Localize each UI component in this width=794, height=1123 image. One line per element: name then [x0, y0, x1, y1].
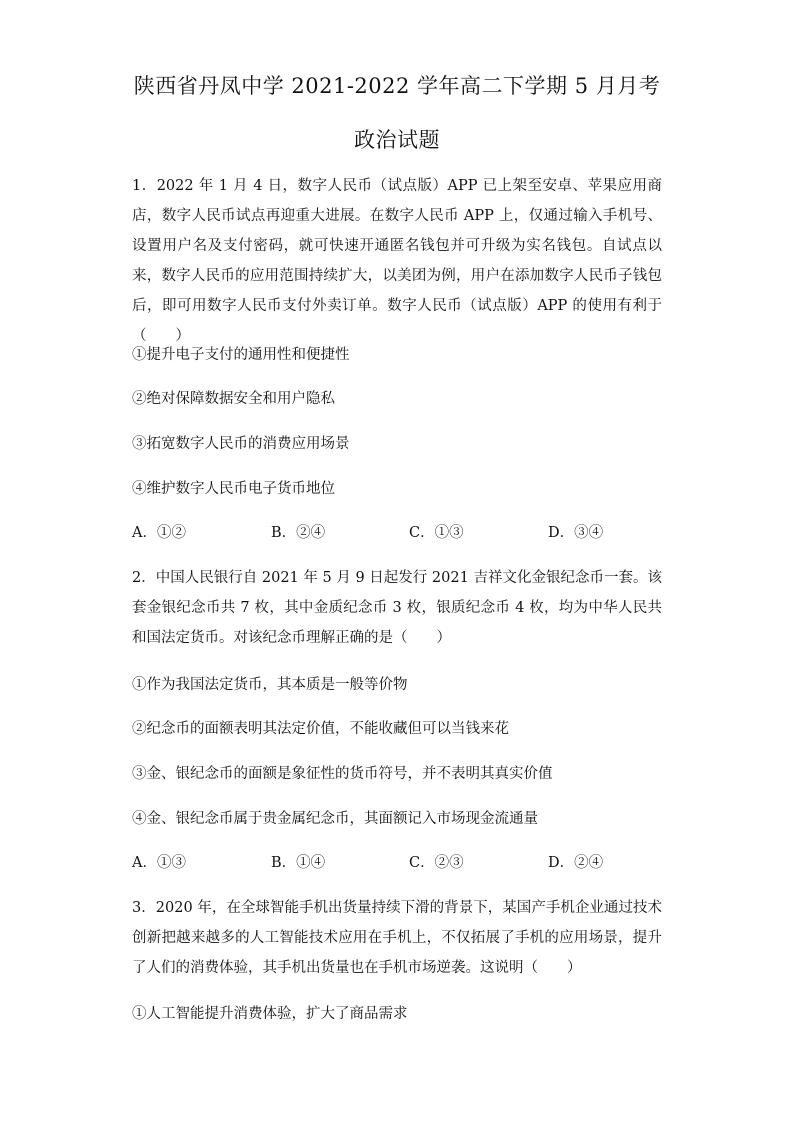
question-1-choice-c[interactable]: C．①③: [409, 525, 464, 541]
question-2-option-4: ④金、银纪念币属于贵金属纪念币，其面额记入市场现金流通量: [132, 811, 538, 827]
question-2-option-1: ①作为我国法定货币，其本质是一般等价物: [132, 677, 408, 693]
question-2-stem: 2．中国人民银行自 2021 年 5 月 9 日起发行 2021 吉祥文化金银纪念币一套。该套金银纪念币共 7 枚，其中金质纪念币 3 枚，银质纪念币 4 枚，均为中华人民共和国法定货币。对该纪念币理解正确的是（ ）: [132, 570, 662, 646]
question-2-choice-c[interactable]: C．②③: [409, 855, 464, 871]
exam-subtitle: 政治试题: [354, 128, 440, 152]
question-1-choices: [132, 522, 672, 544]
question-1-stem: 1．2022 年 1 月 4 日，数字人民币（试点版）APP 已上架至安卓、苹果应用商店，数字人民币试点再迎重大进展。在数字人民币 APP 上，仅通过输入手机号、设置用户名及支付密码，就可快速开通匿名钱包并可升级为实名钱包。自试点以来，数字人民币的应用范围持续扩大，以美团为例，用户在添加数字人民币子钱包后，即可用数字人民币支付外卖订单。数字人民币（试点版）APP 的使用有利于（ ）: [132, 178, 662, 344]
question-1-option-4: ④维护数字人民币电子货币地位: [132, 481, 335, 497]
question-1-choice-a[interactable]: A．①②: [132, 525, 186, 541]
question-2-option-3: ③金、银纪念币的面额是象征性的货币符号，并不表明其真实价值: [132, 766, 553, 782]
question-2-choice-d[interactable]: D．②④: [548, 855, 604, 871]
question-1-option-3: ③拓宽数字人民币的消费应用场景: [132, 436, 350, 452]
question-3-option-1: ①人工智能提升消费体验，扩大了商品需求: [132, 1006, 408, 1022]
question-1-option-1: ①提升电子支付的通用性和便捷性: [132, 347, 350, 363]
exam-title: 陕西省丹凤中学 2021-2022 学年高二下学期 5 月月考: [133, 74, 661, 98]
question-2-choices: [132, 852, 672, 874]
question-2-option-2: ②纪念币的面额表明其法定价值，不能收藏但可以当钱来花: [132, 721, 509, 737]
question-2-choice-a[interactable]: A．①③: [132, 855, 186, 871]
question-3-stem: 3．2020 年，在全球智能手机出货量持续下滑的背景下，某国产手机企业通过技术创新把越来越多的人工智能技术应用在手机上，不仅拓展了手机的应用场景，提升了人们的消费体验，其手机出货量也在手机市场逆袭。这说明（ ）: [132, 900, 662, 976]
question-2-choice-b[interactable]: B．①④: [271, 855, 326, 871]
question-1-choice-b[interactable]: B．②④: [271, 525, 326, 541]
question-1-choice-d[interactable]: D．③④: [548, 525, 604, 541]
question-1-option-2: ②绝对保障数据安全和用户隐私: [132, 391, 335, 407]
